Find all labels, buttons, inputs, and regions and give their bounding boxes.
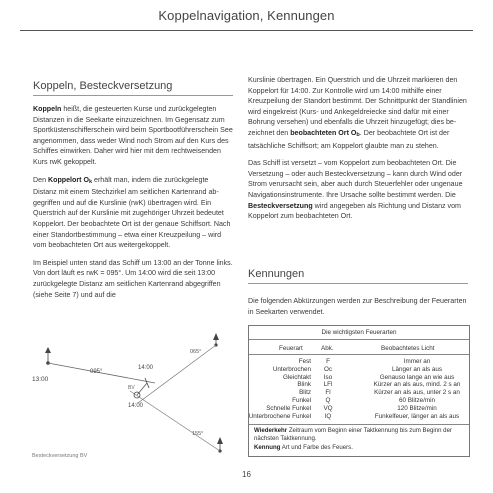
cell-desc: Kürzer an als aus, mind. 2 s an [373,381,461,389]
table-rows [249,358,469,420]
header-abk: Abk. [321,345,334,352]
cell-name: Blink [297,381,311,389]
label-course: 095° [90,369,103,375]
label-bearing-2: 155° [192,431,204,437]
course-diagram [30,333,235,463]
cell-name: Funkel [292,396,311,404]
cell-name: Gleichtakt [283,373,311,381]
header-licht: Beobachtetes Licht [381,345,435,352]
term-koppelort-sub: k [88,178,93,185]
paragraph-text: wird angegeben als Richtung und Distanz vom Koppelort zum beobachteten Ort. [248,201,461,221]
cell-abbr: Fl [325,389,331,397]
section-rule-left [33,95,233,96]
paragraph-kurslinie [248,75,468,151]
term-kennung: Kennung [254,444,281,451]
paragraph-prefix: Den [33,175,48,184]
table-note-rule [249,424,469,425]
paragraph-koppelort [33,175,233,251]
term-besteckversetzung: Besteckversetzung [248,201,313,210]
note-text: Art und Farbe des Feuers. [280,444,353,451]
bearing-line-1 [138,345,216,403]
cell-abbr: LFl [323,381,333,389]
label-bv: BV [128,385,135,391]
table-title-rule [249,339,469,340]
paragraph-text: heißt, die gesteuerten Kurse und zurückgelegten Distanzen in die Seekarte einzuzeichnen. Im Gegensatz zum Sportküstenschifferschein wird beim Sportbootführerschein See angenommen, dass weder Wind noch Strom auf den Kurs des Schiffes einwirken. Daher wird hier mit dem rechtweisenden Kurs rwK gekoppelt. [33,105,233,166]
page-title: Koppelnavigation, Kennungen [158,8,335,23]
term-koppelort-text: Koppelort O [47,175,89,184]
table-row [249,405,469,413]
section-heading-koppeln: Koppeln, Besteckversetzung [33,80,173,92]
paragraph-text: . Der beobachtete Ort ist der tatsächliche Schiffsort; am Koppelort glaubte man zu stehen. [248,128,450,150]
table-header-rule [249,354,469,355]
term-koppeln: Koppeln [33,105,62,113]
table-title: Die wichtigsten Feuerarten [321,329,397,336]
section-heading-kennungen: Kennungen [248,268,305,280]
label-time-observed: 14:00 [128,403,144,409]
paragraph-text: Das Schiff ist versetzt – vom Koppelort zum beobachteten Ort. Die Versetzung – oder auch Besteckversetzung – kann durch Wind oder Strom verursacht sein, aber auch durch Steuerfehler oder ungenaue Navigationsinstrumente. Ihre Ursache sollte bestimmt werden. Die [248,159,463,199]
table-row [249,366,469,374]
table-note-wiederkehr [254,427,464,442]
set-line [137,383,147,395]
cell-abbr: Oc [323,365,333,373]
diagram-caption: Besteckversetzung BV [32,453,88,459]
cell-desc: Kürzer an als aus, unter 2 s an [374,389,460,397]
page-number: 16 [242,470,251,479]
table-note-kennung [254,444,464,452]
paragraph-example: Im Beispiel unten stand das Schiff um 13:00 an der Tonne links. Von dort läuft es rwK = 095°. Um 14:00 wird die seit 13:00 zurückgelegte Distanz am seitlichen Kartenrand abgegriffen (siehe Seite 7) und auf die [33,258,233,299]
cell-abbr: Q [325,396,331,404]
left-column [33,104,233,307]
section-rule-right [248,283,468,284]
label-bearing-1: 065° [190,349,202,355]
term-beobachteter-ort-text: beobachteten Ort O [290,128,357,137]
landmark-bottom-marker-icon [217,437,223,444]
cell-desc: Genauso lange an wie aus [379,373,455,381]
cell-name: Unterbrochene Funkel [248,412,311,420]
table-row [249,397,469,405]
buoy-left-top-icon [45,347,51,353]
term-beobachteter-ort-sub: b [356,131,360,138]
label-time-koppel: 14:00 [138,365,154,371]
table-row [249,374,469,382]
cell-abbr: VQ [323,404,333,412]
paragraph-versetzung [248,158,468,222]
cell-name: Schnelle Funkel [266,404,311,412]
paragraph-text: erhält man, indem die zurückgelegte Distanz mit einem Stechzirkel am seitlichen Kartenrand abgegriffen und auf die Kurslinie (rwK) übertragen wird. Ein Querstrich auf der Kurslinie mit zugehöriger Uhrzeit bedeutet Koppelort. Der beobachtete Ort ist der genaue Schiffsort. Nach einer Standortbestimmung – etwa einer Kreuzpeilung – wird vom beobachteten Ort aus weitergekoppelt. [33,175,231,250]
cell-desc: 60 Blitze/min [398,396,436,404]
term-beobachteter-ort [290,129,360,137]
term-koppelort [48,176,92,184]
title-rule [20,30,473,31]
paragraph-koppeln [33,104,233,168]
cell-desc: Funkelfeuer, länger an als aus [374,412,460,420]
cell-name: Fest [298,358,311,365]
cell-desc: Länger an als aus [391,365,443,373]
term-wiederkehr: Wiederkehr [254,427,288,434]
cell-desc: Immer an [403,358,431,365]
bearing-line-2 [130,391,220,451]
table-row [249,358,469,366]
landmark-top-marker-icon [213,333,219,340]
cell-desc: 120 Blitze/min [397,404,437,412]
table-row [249,389,469,397]
paragraph-abkuerzungen: Die folgenden Abkürzungen werden zur Beschreibung der Feuerarten in Seekarten verwendet. [248,297,467,316]
label-time-start: 13:00 [32,376,49,383]
table-row [249,413,469,421]
feuerarten-table [248,325,470,457]
cell-abbr: IQ [324,412,332,420]
header-feuerart: Feuerart [279,345,303,352]
right-column [248,75,468,229]
cell-name: Unterbrochen [272,365,311,373]
cell-abbr: F [326,358,330,365]
cell-name: Blitz [299,389,311,397]
note-text: Zeitraum vom Beginn einer Taktkennung bis zum Beginn der nächsten Taktkennung. [254,427,452,442]
paragraph-text: Kurslinie übertragen. Ein Querstrich und die Uhrzeit markieren den Koppelort für 14:00. Zur Kontrolle wird um 14:00 mithilfe einer Kreuzpeilung der Standort bestimmt. Der Schnittpunkt der Standlinien wird eingekreist (Kurs- und Ankegeldreiecke sind dafür mit einer Bohrung versehen) und ebenfalls die Uhrzeit hinzugefügt; dies bezeichnet den [248,76,467,137]
table-row [249,381,469,389]
cell-abbr: Iso [323,373,333,381]
